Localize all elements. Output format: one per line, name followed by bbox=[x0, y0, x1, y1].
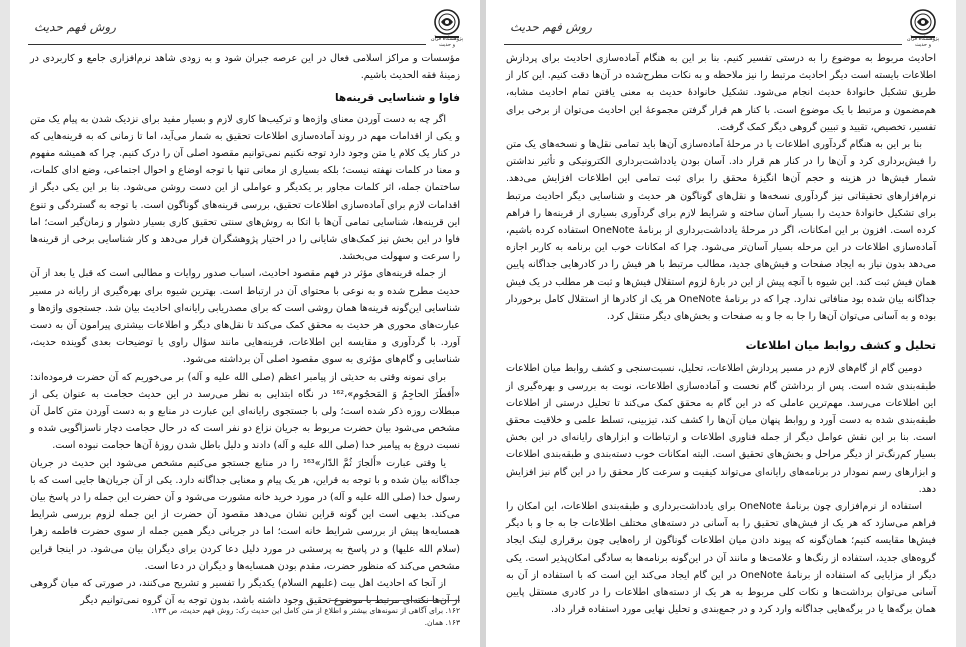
page-header bbox=[504, 6, 938, 46]
footnote: ۱۶۲. برای آگاهی از نمونه‌های بیشتر و اطلاع از متن کامل این حدیث رک: روش فهم حدیث، ص ۱۴۳. bbox=[151, 606, 460, 615]
paragraph: مؤسسات و مراکز اسلامی فعال در این عرصه جبران شود و به زودی شاهد نرم‌افزاری جامع و کاربردی در زمینهٔ فقه الحدیث باشیم. bbox=[30, 53, 460, 82]
paragraph: برای نمونه وقتی به حدیثی از پیامبر اعظم (صلی الله علیه و آله) بر می‌خوریم که آن حضرت فرموده‌اند: «أَفطَرَ الحاجِمُ وَ المَحجُوم»،¹⁶² در نگاه ابتدایی به نظر می‌رسد در این حدیث حجامت به عنوان یکی از مبطلات روزه ذکر شده است؛ ولی با جستجوی رایانه‌ای این عبارت در منابع و به دست آوردن متن کامل آن مشخص می‌شود بیان حضرت مربوط به جریان نزاع دو نفر است که در حال حجامت دچار ناسزاگویی شده و نسبت دروغ به پیامبر خدا (صلی الله علیه و آله) دادند و دلیل باطل شدن روزهٔ آن‌ها حجامت نبوده است. bbox=[30, 371, 460, 452]
page-header bbox=[28, 6, 462, 46]
paragraph: از جمله قرینه‌های مؤثر در فهم مقصود احادیث، اسباب صدور روایات و مطالبی است که قبل یا بعد از آن حدیث مطرح شده و به نوعی با محتوای آن در ارتباط است. بهترین شیوه برای بهره‌گیری از رایانه در مسیر شناسایی این‌گونه قرینه‌ها همان روشی است که برای مصدریابی رایانه‌ای احادیث بیان شد. جستجوی واژه‌ها و عبارت‌های محوری هر حدیث به محقق کمک می‌کند تا نقل‌های دیگر و اطلاعات بیشتری پیرامون آن به دست آورد. با گردآوری و مقایسه این اطلاعات، قرینه‌هایی مانند سؤال راوی یا توضیحات بعدی گوینده حدیث، شناسایی و گام‌های مؤثری به سوی مقصود اصلی آن برداشته می‌شود. bbox=[30, 268, 460, 366]
paragraph: یا وقتی عبارت «أَلجارَ ثُمَّ الدّار»¹⁶³ را در منابع جستجو می‌کنیم مشخص می‌شود این حدیث در جریان جداگانه بیان شده و با توجه به قراین، هر یک پیام و معنایی جداگانه دارد. یکی از آن جریان‌ها جایی است که با رسول خدا (صلی الله علیه و آله) در مورد خرید خانه مشورت می‌شود و آن حضرت این جمله را در پاسخ بیان می‌کند. بدیهی است این گونه قراین نشان می‌دهد مقصود آن حضرت از این جمله لزوم بررسی شرایط همسایه‌ها پیش از بررسی شرایط خانه است؛ اما در جریانی دیگر همین جمله از سوی حضرت فاطمه زهرا (سلام الله علیها) و در پاسخ به پرسشی در مورد دلیل دعا کردن برای دیگران بیان می‌شود. در اینجا قراین مشخص می‌کند که منظور حضرت، مقدم بودن همسایه‌ها و دیگران در دعا است. bbox=[30, 457, 460, 572]
paragraph: اگر چه به دست آوردن معنای واژه‌ها و ترکیب‌ها کاری لازم و بسیار مفید برای نزدیک شدن به پیام یک متن و یکی از اقدامات مهم در روند آماده‌سازی اطلاعات تحقیق به شمار می‌آید، اما تا زمانی که به قرینه‌هایی که در کنار یک کلام یا متن وجود دارد توجه نکنیم نمی‌توانیم مقصود اصلی آن را درک کنیم. چرا که همیشه مفهوم و معنا در کلمات نهفته نیست؛ بلکه بسیاری از معانی تنها با توجه اوضاع و احوال اجتماعی، وضع ادای کلمات، ساختمان جمله، اثر کلمات مجاور بر یکدیگر و عواملی از این دست روشن می‌شود. بنا بر این یکی دیگر از اقدامات لازم برای آماده‌سازی اطلاعات تحقیق، بررسی قرینه‌های گوناگون است. با توجه به گستردگی و تنوع این قرینه‌ها، شناسایی تمامی آن‌ها با اتکا به روش‌های سنتی تحقیق کاری بسیار دشوار و زمان‌گیر است؛ اما فاوا در این بخش نیز کمک‌های شایانی را در اختیار پژوهشگران قرار می‌دهد و کار شناسایی برخی از قرینه‌ها را سرعت و سهولت می‌بخشد. bbox=[30, 113, 460, 263]
paragraph: دومین گام از گام‌های لازم در مسیر پردازش اطلاعات، تحلیل، نسبت‌سنجی و کشف روابط میان اطلاعات طبقه‌بندی شده است. پس از برداشتن گام نخست و آماده‌سازی اطلاعات، نوبت به بررسی و بهره‌گیری از این اطلاعات می‌رسد. مهم‌ترین عاملی که در این گام به محقق کمک می‌کند تا تحلیل درستی از اطلاعات طبقه‌بندی شده به دست آورد و روابط پنهان میان آن‌ها را کشف کند، تیزبینی، تسلط علمی و خلاقیت محقق است. بنا بر این نقش عوامل دیگر از جمله فناوری اطلاعات و ارتباطات و ابزارهای رایانه‌ای در این بخش بسیار کم‌رنگ‌تر از دیگر مراحل و بخش‌های تحقیق است. البته امکانات خوب دسته‌بندی و طبقه‌بندی اطلاعات و ابزارهای رسم نمودار در برنامه‌های رایانه‌ای می‌تواند کیفیت و سرعت کار محقق را در این گام نیز افزایش دهد. bbox=[506, 363, 936, 495]
logo-caption: پژوهشگاه قرآن و حدیث bbox=[906, 36, 940, 48]
section-heading: فاوا و شناسایی قرینه‌ها bbox=[334, 92, 460, 105]
page-body bbox=[30, 50, 460, 610]
header-divider bbox=[28, 44, 426, 45]
running-title: روش فهم حدیث bbox=[34, 20, 116, 34]
right-page bbox=[486, 0, 956, 647]
left-page bbox=[10, 0, 480, 647]
paragraph: بنا بر این به هنگام گردآوری اطلاعات یا در مرحلهٔ آماده‌سازی آن‌ها باید تمامی نقل‌ها و نسخه‌های یک متن را فیش‌برداری کرد و آن‌ها را در کنار هم قرار داد. آسان بودن یادداشت‌برداری الکترونیکی و تأثیر نداشتن شمار فیش‌ها در هزینه و حجم آن‌ها انگیزهٔ محقق را برای ثبت تمامی این اطلاعات افزایش می‌دهد. نرم‌افزارهای تحقیقاتی نیز گردآوری نسخه‌ها و نقل‌های گوناگون هر حدیث و شناسایی دیگر احادیث مرتبط برای تشکیل خانوادهٔ حدیث را بسیار آسان ساخته و شرایط لازم برای گردآوری بسیاری از قرینه‌ها را فراهم کرده است. افزون بر این امکانات، اگر در مرحلهٔ یادداشت‌برداری از برنامهٔ OneNote استفاده کرده باشیم، آماده‌سازی اطلاعات در این مرحله بسیار آسان‌تر می‌شود. چرا که امکانات خوب این برنامه به کاربر اجازه می‌دهد بدون نیاز به ایجاد صفحات و فیش‌های جدید، مطالب مرتبط با هر فیش را در کادرهایی جداگانه پایین همان فیش ثبت کند. این شیوه با آنچه پیش از این در بارهٔ لزوم استقلال فیش‌ها و ثبت هر مطلب در یک فیش جداگانه بیان شده بود منافاتی ندارد. چرا که در برنامهٔ OneNote هر یک از کادرها از استقلال کامل برخوردار بوده و به آسانی می‌توان آن‌ها را جا به جا و به صفحات و بخش‌های دیگر منتقل کرد. bbox=[506, 139, 936, 323]
page-body bbox=[506, 50, 936, 619]
footnote: ۱۶۳. همان. bbox=[424, 618, 460, 627]
footnotes bbox=[30, 600, 460, 629]
logo-caption: پژوهشگاه قرآن و حدیث bbox=[430, 36, 464, 48]
running-title: روش فهم حدیث bbox=[510, 20, 592, 34]
paragraph: از آنجا که احادیث اهل بیت (علیهم السلام) یکدیگر را تفسیر و تشریح می‌کنند، در صورتی که میان گروهی از آن‌ها نکته‌ای مرتبط با موضوع تحقیق وجود داشته باشد، بدون توجه به آن گروه نمی‌توانیم دیگر bbox=[30, 578, 460, 607]
paragraph: احادیث مربوط به موضوع را به درستی تفسیر کنیم. بنا بر این به هنگام آماده‌سازی احادیث برای پردازش اطلاعات بایسته است دیگر احادیث مرتبط را نیز ملاحظه و به نکات مطرح‌شده در آن‌ها دقت کنیم. این کار از طریق تشکیل خانوادهٔ حدیث انجام می‌شود. تشکیل خانوادهٔ حدیث به معنی یافتن تمام احادیث مشابه، هم‌مضمون و مرتبط با یک موضوع است. با کنار هم قرار گرفتن مجموعهٔ این احادیث می‌توان از برخی برای تفسیر، تخصیص، تقیید و تبیین گروهی دیگر کمک گرفت. bbox=[506, 53, 936, 133]
section-heading: تحلیل و کشف روابط میان اطلاعات bbox=[745, 339, 936, 353]
header-divider bbox=[504, 44, 902, 45]
footnote-divider bbox=[330, 600, 460, 601]
paragraph: استفاده از نرم‌افزاری چون برنامهٔ OneNote برای یادداشت‌برداری و طبقه‌بندی اطلاعات، این امکان را فراهم می‌سازد که هر یک از فیش‌های تحقیق را به آسانی در دسته‌های مختلف اطلاعات جا به جا و با دیگر فیش‌ها مقایسه کنیم؛ همان‌گونه که پیوند دادن میان اطلاعات گوناگون از راه‌هایی چون برقراری لینک ایجاد گروه‌های جدید، استفاده از رنگ‌ها و علامت‌ها و مانند آن در این‌گونه برنامه‌ها به سادگی امکان‌پذیر است. یکی دیگر از مزایایی که استفاده از برنامهٔ OneNote در این گام ایجاد می‌کند این است که با استفاده از آن به آسانی می‌توان برداشت‌ها و نکات کلی مربوط به هر یک از دسته‌های اطلاعات را در کادری مستقل پایین همان برگه‌ها یا در برگه‌هایی جداگانه وارد کرد و در جمع‌بندی و تحلیل نهایی مورد استفاده قرار داد. bbox=[506, 501, 937, 616]
